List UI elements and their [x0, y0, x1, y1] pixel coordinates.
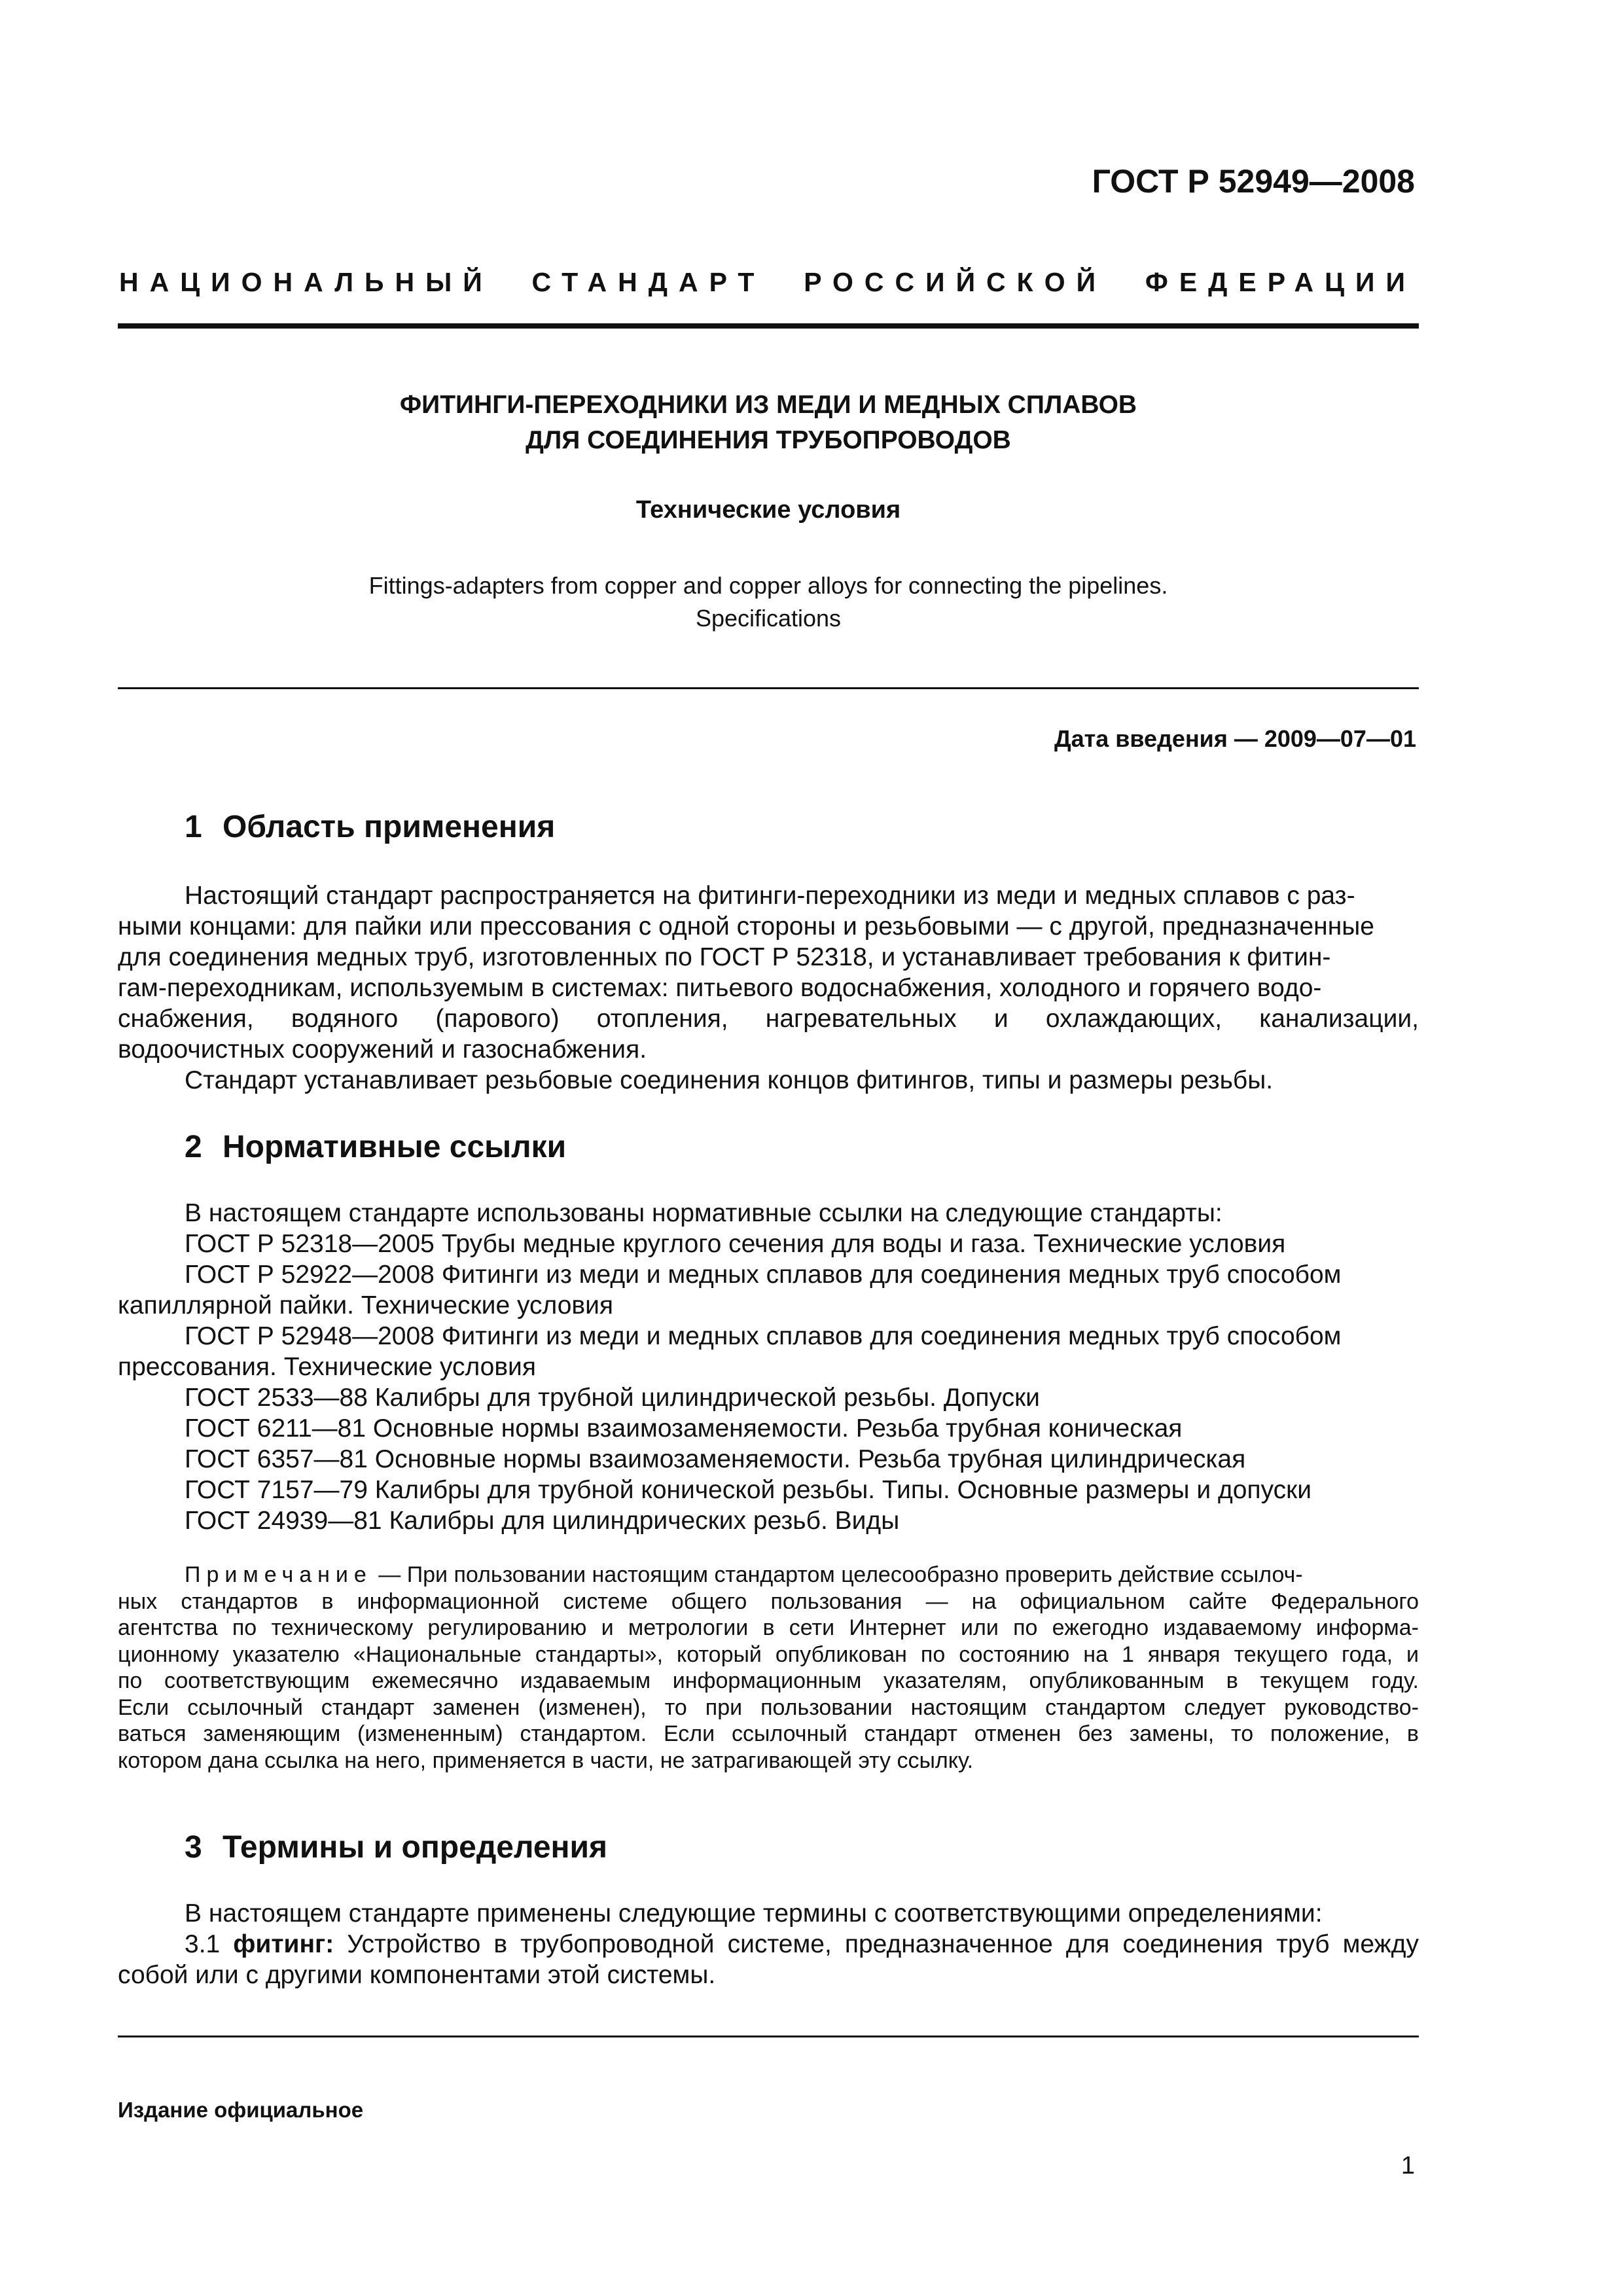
definition-line: собой или с другими компонентами этой системы. — [118, 1961, 716, 1989]
reference-title: Основные нормы взаимозаменяемости. Резьба трубная цилиндрическая — [374, 1445, 1246, 1473]
reference-item — [118, 1475, 1419, 1505]
reference-item — [118, 1505, 1419, 1536]
paragraph-line: гам-переходникам, используемым в системах: питьевого водоснабжения, холодного и горячего водо- — [118, 974, 1322, 1002]
banner-word: СТАНДАРТ — [531, 267, 766, 297]
note-label: Примечание — [185, 1562, 372, 1587]
reference-code: ГОСТ 2533—88 — [185, 1384, 368, 1412]
reference-title: Калибры для трубной цилиндрической резьбы. Допуски — [374, 1384, 1040, 1412]
section-heading — [185, 1129, 566, 1165]
header-divider — [118, 323, 1419, 329]
banner-word: РОССИЙСКОЙ — [804, 267, 1107, 297]
national-standard-banner — [119, 267, 1416, 298]
reference-item — [118, 1413, 1419, 1444]
reference-item — [118, 1444, 1419, 1475]
paragraph: В настоящем стандарте применены следующие термины с соответствующими определениями: — [185, 1899, 1323, 1928]
reference-continuation: прессования. Технические условия — [118, 1353, 536, 1381]
note-line: Если ссылочный стандарт заменен (изменен), то при пользовании настоящим стандартом следует руководство- — [118, 1695, 1419, 1720]
reference-title: Трубы медные круглого сечения для воды и газа. Технические условия — [441, 1230, 1286, 1258]
section-number: 1 — [185, 810, 202, 844]
paragraph-line: снабжения, водяного (парового) отопления, нагревательных и охлаждающих, канализации, — [118, 1005, 1419, 1033]
paragraph-line: водоочистных сооружений и газоснабжения. — [118, 1035, 647, 1064]
note-line: ционному указателю «Национальные стандарты», который опубликован по состоянию на 1 января текущего года, и — [118, 1641, 1419, 1667]
section-title: Область применения — [223, 810, 556, 844]
reference-item — [118, 1382, 1419, 1413]
section-number: 2 — [185, 1130, 202, 1164]
note-line: по соответствующим ежемесячно издаваемым информационным указателям, опубликованным в текущем году. — [118, 1668, 1419, 1693]
note-line: агентства по техническому регулированию и метрологии в сети Интернет или по ежегодно издаваемому информа- — [118, 1615, 1419, 1640]
reference-title: Калибры для цилиндрических резьб. Виды — [389, 1507, 900, 1535]
reference-title: Фитинги из меди и медных сплавов для соединения медных труб способом — [441, 1322, 1342, 1350]
page-number: 1 — [1400, 2152, 1415, 2179]
reference-list — [118, 1229, 1419, 1536]
reference-code: ГОСТ Р 52318—2005 — [185, 1230, 435, 1258]
banner-word: НАЦИОНАЛЬНЫЙ — [119, 267, 493, 297]
note-block — [118, 1562, 1419, 1774]
paragraph-line: для соединения медных труб, изготовленных по ГОСТ Р 52318, и устанавливает требования к фитин- — [118, 943, 1331, 971]
reference-code: ГОСТ Р 52948—2008 — [185, 1322, 435, 1350]
reference-continuation: капиллярной пайки. Технические условия — [118, 1291, 614, 1319]
reference-title: Основные нормы взаимозаменяемости. Резьба трубная коническая — [372, 1414, 1183, 1443]
defined-term: фитинг: — [233, 1930, 334, 1958]
reference-title: Фитинги из меди и медных сплавов для соединения медных труб способом — [441, 1261, 1342, 1289]
english-title-line: Specifications — [695, 605, 842, 632]
paragraph-line: Настоящий стандарт распространяется на фитинги-переходники из меди и медных сплавов с раз- — [185, 882, 1355, 910]
note-line: ных стандартов в информационной системе общего пользования — на официальном сайте Федерального — [118, 1588, 1419, 1614]
section-heading — [185, 809, 555, 845]
reference-code: ГОСТ Р 52922—2008 — [185, 1261, 435, 1289]
title-line: ДЛЯ СОЕДИНЕНИЯ ТРУБОПРОВОДОВ — [526, 426, 1011, 454]
title-divider — [118, 687, 1419, 689]
note-text: — При пользовании настоящим стандартом целесообразно проверить действие ссылоч- — [372, 1562, 1303, 1587]
footer-divider — [118, 2036, 1419, 2037]
english-title — [118, 569, 1419, 635]
reference-item — [118, 1229, 1419, 1259]
section-3-body — [118, 1898, 1419, 1990]
reference-item — [118, 1321, 1419, 1352]
reference-title: Калибры для трубной конической резьбы. Типы. Основные размеры и допуски — [374, 1476, 1311, 1504]
introduction-date: Дата введения — 2009—07—01 — [1054, 725, 1416, 752]
note-line: котором дана ссылка на него, применяется в части, не затрагивающей эту ссылку. — [118, 1748, 974, 1773]
reference-code: ГОСТ 6357—81 — [185, 1445, 368, 1473]
paragraph: Стандарт устанавливает резьбовые соединения концов фитингов, типы и размеры резьбы. — [185, 1066, 1274, 1094]
section-title: Термины и определения — [223, 1830, 608, 1865]
note-line: ваться заменяющим (измененным) стандартом. Если ссылочный стандарт отменен без замены, то положение, в — [118, 1721, 1419, 1746]
banner-word: ФЕДЕРАЦИИ — [1145, 267, 1416, 297]
section-title: Нормативные ссылки — [223, 1130, 567, 1164]
paragraph: В настоящем стандарте использованы нормативные ссылки на следующие стандарты: — [185, 1199, 1222, 1227]
definition-number: 3.1 — [185, 1930, 221, 1958]
definition-line — [118, 1929, 1419, 1960]
edition-label: Издание официальное — [118, 2098, 364, 2122]
english-title-line: Fittings-adapters from copper and copper alloys for connecting the pipelines. — [368, 572, 1168, 599]
note-line — [118, 1562, 1419, 1588]
title-line: ФИТИНГИ-ПЕРЕХОДНИКИ ИЗ МЕДИ И МЕДНЫХ СПЛАВОВ — [399, 391, 1137, 419]
section-2-body — [118, 1198, 1419, 1229]
section-1-body — [118, 880, 1419, 1096]
reference-item — [118, 1259, 1419, 1290]
paragraph-line: ными концами: для пайки или прессования с одной стороны и резьбовыми — с другой, предназначенные — [118, 912, 1374, 941]
reference-code: ГОСТ 6211—81 — [185, 1414, 366, 1443]
section-number: 3 — [185, 1830, 202, 1865]
document-title — [118, 387, 1419, 458]
reference-code: ГОСТ 7157—79 — [185, 1476, 368, 1504]
gost-number: ГОСТ Р 52949—2008 — [1092, 163, 1415, 200]
document-subtitle: Технические условия — [635, 496, 901, 524]
section-heading — [185, 1829, 607, 1865]
reference-code: ГОСТ 24939—81 — [185, 1507, 382, 1535]
definition-text: Устройство в трубопроводной системе, предназначенное для соединения труб между — [347, 1930, 1419, 1958]
